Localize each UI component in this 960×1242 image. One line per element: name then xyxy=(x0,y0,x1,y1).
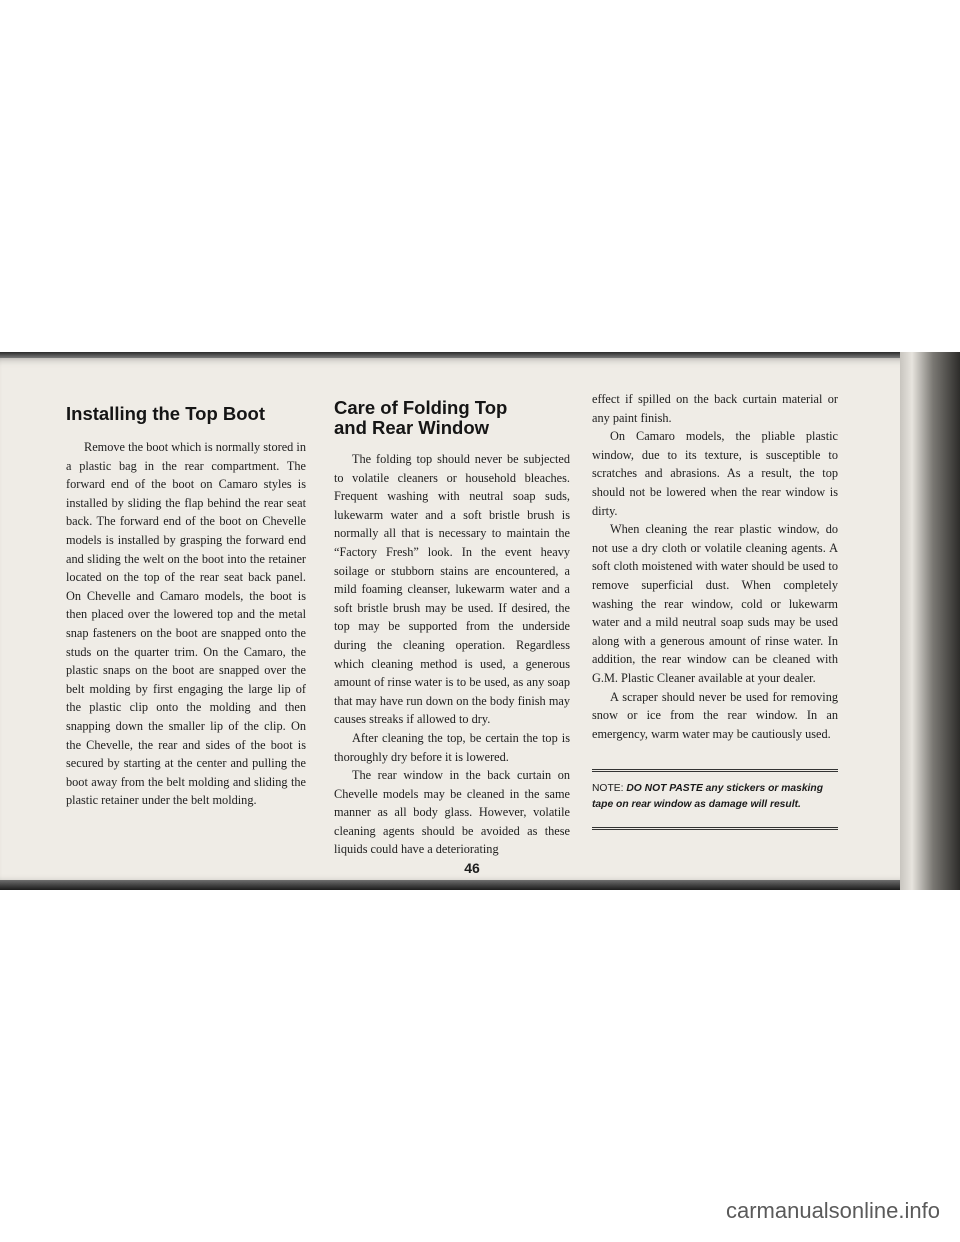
paragraph: The rear window in the back curtain on Chevelle models may be cleaned in the same manner as all body glass. However, volatile cleaning agents should be avoided as these liquids could have a deteriorating xyxy=(334,768,570,857)
paragraph: The folding top should never be subjected to volatile cleaners or household bleaches. Frequent washing with neutral soap suds, lukewarm water and a soft bristle brush is normally all that is necessary to maintain the “Factory Fresh” look. In the event heavy soilage or stubborn stains are encountered, a mild foaming cleanser, lukewarm water and a soft bristle brush may be used. If desired, the top may be supported from the underside during the cleaning operation. Regardless which cleaning method is used, a generous amount of rinse water is to be used, as any soap that may have run down on the body finish may causes streaks if allowed to dry. xyxy=(334,452,570,727)
paragraph: A scraper should never be used for removing snow or ice from the rear window. In an emergency, warm water may be cautiously used. xyxy=(592,689,838,741)
paragraph: On Camaro models, the pliable plastic window, due to its texture, is susceptible to scratches and abrasions. As a result, the top should not be lowered when the rear window is dirty. xyxy=(592,429,838,518)
section-heading-installing-top-boot: Installing the Top Boot xyxy=(66,403,266,424)
page-top-shadow xyxy=(0,352,960,358)
page-bottom-shadow xyxy=(0,880,960,890)
column-care-of-folding-top xyxy=(334,388,570,859)
column-rear-window-continued xyxy=(592,390,838,830)
note-body: DO NOT PASTE any stickers or masking tape on rear window as damage will result. xyxy=(592,783,823,811)
continued-paragraph: effect if spilled on the back curtain material or any paint finish. xyxy=(592,392,838,425)
paragraph: After cleaning the top, be certain the top is thoroughly dry before it is lowered. xyxy=(334,730,570,764)
page-number: 46 xyxy=(464,860,480,876)
note-label: NOTE: xyxy=(592,783,624,795)
note-box xyxy=(592,769,838,830)
heading-line-2: and Rear Window xyxy=(334,417,490,438)
column-installing-top-boot xyxy=(66,388,306,810)
heading-line-1: Care of Folding Top xyxy=(334,397,508,418)
paragraph: When cleaning the rear plastic window, do not use a dry cloth or volatile cleaning agents. A soft cloth moistened with water should be used to remove superficial dust. When completely washing the rear window, cold or lukewarm water and a mild neutral soap suds may be used along with a generous amount of rinse water. In addition, the rear window can be cleaned with G.M. Plastic Cleaner available at your dealer. xyxy=(592,522,838,685)
site-watermark xyxy=(0,1198,960,1224)
note-text xyxy=(592,781,838,813)
page-right-edge xyxy=(900,352,960,890)
paragraph: Remove the boot which is normally stored in a plastic bag in the rear compartment. The forward end of the boot on Camaro styles is installed by sliding the flap behind the rear seat back. The forward end of the boot on Chevelle models is installed by grasping the forward end and sliding the welt on the boot into the retainer located on the top of the rear seat back panel. On Chevelle and Camaro models, the boot is then placed over the lowered top and the metal snap fasteners on the boot are snapped onto the studs on the quarter trim. On the Camaro, the plastic snaps on the boot are snapped over the belt molding by first engaging the large lip of the plastic clip onto the molding and then snapping down the smaller lip of the clip. On the Chevelle, the rear and sides of the boot is secured by starting at the center and pulling the boot away from the belt molding and sliding the plastic retainer under the belt molding. xyxy=(66,440,306,808)
section-heading-care-of-folding-top xyxy=(334,398,570,438)
watermark-text: carmanualsonline.info xyxy=(725,1198,940,1223)
